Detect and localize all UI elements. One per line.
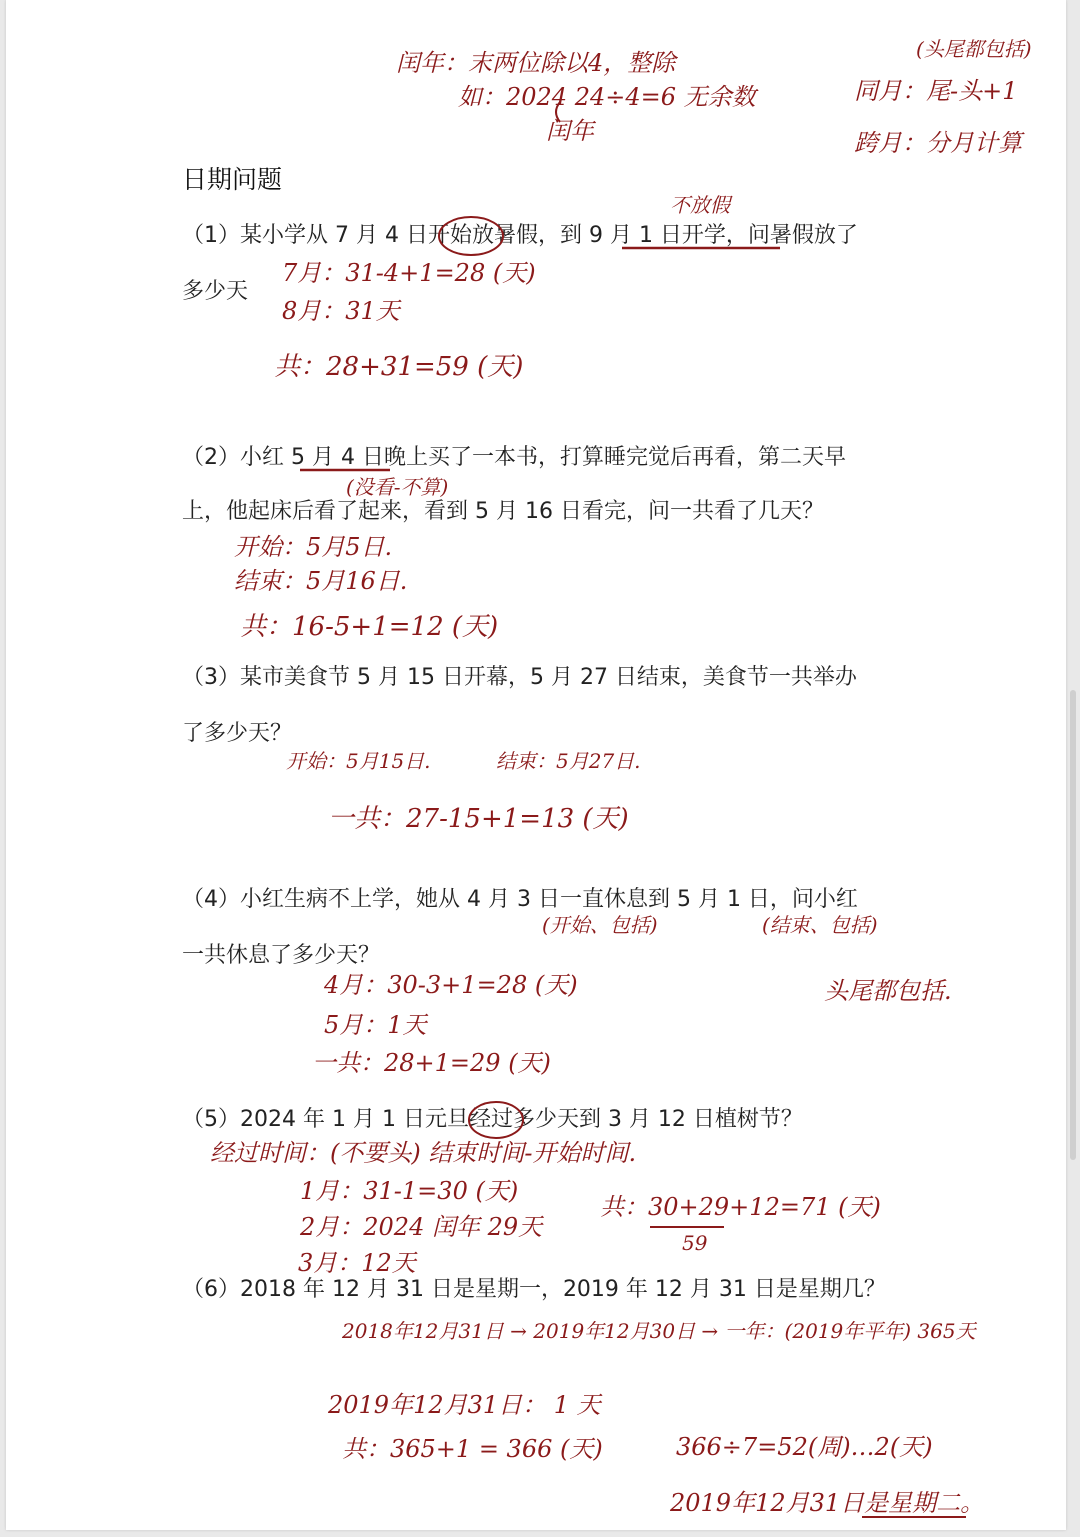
q4-work-line2: 5月：1天 xyxy=(324,1011,427,1039)
q5-elapsed-note: 经过时间：(不要头) 结束时间-开始时间. xyxy=(210,1139,637,1167)
q4-work-line1: 4月：30-3+1=28 (天) xyxy=(324,971,578,999)
q5-total: 共：30+29+12=71 (天) xyxy=(600,1193,881,1221)
q3-text-line1: （3）某市美食节 5 月 15 日开幕，5 月 27 日结束，美食节一共举办 xyxy=(182,665,857,690)
q4-both-included-note: 头尾都包括. xyxy=(824,977,952,1005)
q5-work-line1: 1月：31-1=30 (天) xyxy=(300,1177,519,1205)
q3-work-total: 一共：27-15+1=13 (天) xyxy=(328,804,629,834)
q5-text-line1: （5）2024 年 1 月 1 日元旦经过多少天到 3 月 12 日植树节？ xyxy=(182,1107,803,1132)
q4-text-line2: 一共休息了多少天？ xyxy=(182,943,381,968)
q1-work-total: 共：28+31=59 (天) xyxy=(274,352,524,382)
q2-work-total: 共：16-5+1=12 (天) xyxy=(240,612,499,642)
q3-work-end: 结束：5月27日. xyxy=(496,749,641,773)
cross-month-note: 跨月：分月计算 xyxy=(854,129,1022,157)
leap-rule-note: 闰年：末两位除以4，整除 xyxy=(396,49,676,77)
q2-not-counted-note: (没看-不算) xyxy=(346,475,449,499)
q2-text-line1: （2）小红 5 月 4 日晚上买了一本书，打算睡完觉后再看，第二天早 xyxy=(182,445,846,470)
q6-work-total: 共：365+1 = 366 (天) xyxy=(342,1435,603,1463)
q2-text-line2: 上，他起床后看了起来，看到 5 月 16 日看完，问一共看了几天？ xyxy=(182,499,824,524)
q1-work-line2: 8月：31天 xyxy=(282,297,400,325)
q2-work-line1: 开始：5月5日. xyxy=(234,533,393,561)
arrow-down-icon xyxy=(546,100,576,124)
q4-work-total: 一共：28+1=29 (天) xyxy=(312,1049,551,1077)
leap-example-note: 如：2024 24÷4=6 无余数 xyxy=(458,83,756,111)
circle-mark xyxy=(466,1098,526,1142)
q5-work-line2: 2月：2024 闰年 29天 xyxy=(300,1213,543,1241)
q6-work-line2: 2019年12月31日： 1 天 xyxy=(328,1391,601,1419)
q1-no-holiday-note: 不放假 xyxy=(670,193,730,217)
q4-start-note: (开始、包括) xyxy=(542,913,658,937)
underline-mark xyxy=(620,244,784,252)
q6-text-line1: （6）2018 年 12 月 31 日是星期一，2019 年 12 月 31 日是星期几？ xyxy=(182,1277,886,1302)
leap-example-result: 闰年 xyxy=(546,117,594,145)
q1-work-line1: 7月：31-4+1=28 (天) xyxy=(282,259,536,287)
q4-end-note: (结束、包括) xyxy=(762,913,878,937)
both-included-note: (头尾都包括) xyxy=(916,37,1032,61)
scrollbar[interactable] xyxy=(1070,690,1076,1160)
q6-division: 366÷7=52(周)…2(天) xyxy=(676,1433,933,1461)
underline-mark xyxy=(860,1512,970,1522)
q1-text-line2: 多少天 xyxy=(182,279,249,304)
q5-work-line3: 3月：12天 xyxy=(298,1249,416,1277)
q6-answer: 2019年12月31日是星期二。 xyxy=(670,1489,985,1517)
worksheet-page xyxy=(6,0,1066,1530)
q3-work-start: 开始：5月15日. xyxy=(286,749,431,773)
same-month-note: 同月：尾-头+1 xyxy=(854,77,1018,105)
q1-text-line1: （1）某小学从 7 月 4 日开始放暑假，到 9 月 1 日开学，问暑假放了 xyxy=(182,223,858,248)
q4-text-line1: （4）小红生病不上学，她从 4 月 3 日一直休息到 5 月 1 日，问小红 xyxy=(182,887,858,912)
page-title: 日期问题 xyxy=(182,165,283,194)
circle-mark xyxy=(436,214,506,258)
q6-work-line1: 2018年12月31日 → 2019年12月30日 → 一年：(2019年平年) 365天 xyxy=(342,1319,976,1343)
q3-text-line2: 了多少天？ xyxy=(182,721,293,746)
q2-work-line2: 结束：5月16日. xyxy=(234,567,408,595)
q5-subtotal: 59 xyxy=(682,1231,708,1255)
